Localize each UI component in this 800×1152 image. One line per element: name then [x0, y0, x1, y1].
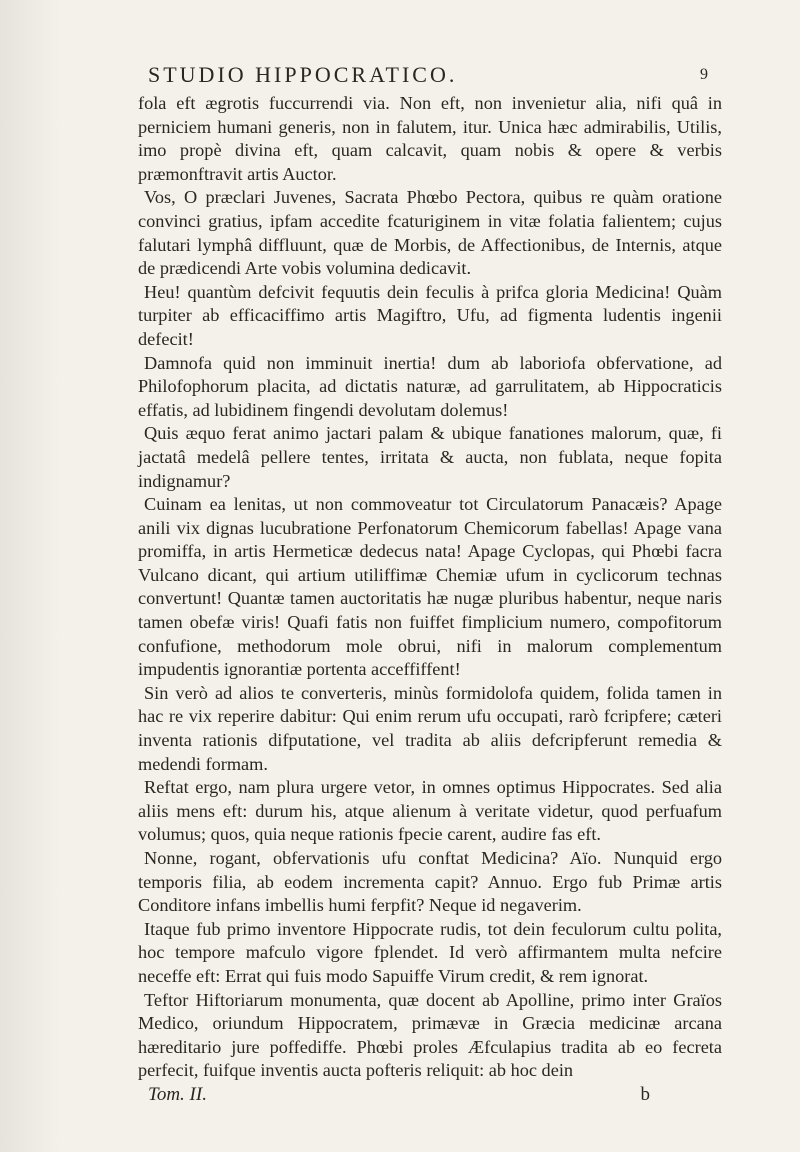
- paragraph-8: Reftat ergo, nam plura urgere vetor, in omnes optimus Hippocrates. Sed alia aliis mens eft: durum his, atque alienum à veritate videtur, quod perfuafum volumus; quos, quia neque rationis fpecie carent, audire fas eft.: [138, 777, 722, 845]
- signature-mark: b: [640, 1083, 650, 1105]
- page-footer: [138, 1083, 722, 1107]
- volume-label: Tom. II.: [148, 1083, 207, 1105]
- gutter-shadow: [0, 0, 60, 1152]
- paragraph-10: Itaque fub primo inventore Hippocrate rudis, tot dein feculorum cultu polita, hoc tempore mafculo vigore fplendet. Id verò affirmantem multa nefcire neceffe eft: Errat qui fuis modo Sapuiffe Virum credit, & rem ignorat.: [138, 918, 722, 986]
- paragraph-7: Sin verò ad alios te converteris, minùs formidolofa quidem, folida tamen in hac re vix reperire dabitur: Qui enim rerum ufu occupati, rarò fcripfere; cæteri inventa rationis difputatione, vel tradita ab aliis defcripferunt remedia & medendi formam.: [138, 682, 722, 774]
- paragraph-2: Vos, O præclari Juvenes, Sacrata Phœbo Pectora, quibus re quàm oratione convinci gratius, ipfam accedite fcaturiginem in vitæ folatia falientem; cujus falutari lymphâ diffluunt, quæ de Morbis, de Affectionibus, de Internis, atque de prædicendi Arte vobis volumina dedicavit.: [138, 187, 722, 279]
- paragraph-9: Nonne, rogant, obfervationis ufu conftat Medicina? Aïo. Nunquid ergo temporis filia, ab eodem incrementa capit? Annuo. Ergo fub Primæ artis Conditore infans imbellis humi ferpfit? Neque id negaverim.: [138, 848, 722, 916]
- page-number: 9: [700, 66, 708, 83]
- paragraph-4: Damnofa quid non imminuit inertia! dum ab laboriofa obfervatione, ad Philofophorum placita, ad dictatis naturæ, ad garrulitatem, ab Hippocraticis effatis, ad lubidinem fingendi devolutam dolemus!: [138, 352, 722, 420]
- paragraph-1: fola eft ægrotis fuccurrendi via. Non eft, non invenietur alia, nifi quâ in perniciem humani generis, non in falutem, itur. Unica hæc admirabilis, Utilis, imo propè divina eft, quam calcavit, quam nobis & opere & verbis præmonftravit artis Auctor.: [138, 93, 722, 184]
- running-title: STUDIO HIPPOCRATICO.: [148, 62, 458, 87]
- paragraph-6: Cuinam ea lenitas, ut non commoveatur tot Circulatorum Panacæis? Apage anili vix dignas lucubratione Perfonatorum Chemicorum fabellas! Apage vana promiffa, in artis Hermeticæ dedecus nata! Apage Cyclopas, qui Phœbi facra Vulcano dicant, qui artium utiliffimæ Chemiæ ufum in cyclicorum technas convertunt! Quantæ tamen auctoritatis hæ nugæ pluribus habentur, neque naris tamen obefæ viris! Quafi fatis non fuiffet fimplicium numero, compofitorum confufione, methodorum mole obrui, nifi in malorum complementum impudentis ignorantiæ portenta acceffiffent!: [138, 494, 722, 680]
- paragraph-11: Teftor Hiftoriarum monumenta, quæ docent ab Apolline, primo inter Graïos Medico, oriundum Hippocratem, primævæ in Græcia medicinæ arcana hæreditario jure poffediffe. Phœbi proles Æfculapius tradita ab eo fecreta perfecit, fuifque inventis aucta pofteris reliquit: ab hoc dein: [138, 989, 722, 1081]
- paragraph-5: Quis æquo ferat animo jactari palam & ubique fanationes malorum, quæ, fi jactatâ medelâ pellere tentes, irritata & aucta, non fublata, neque fopita indignamur?: [138, 423, 722, 491]
- paragraph-3: Heu! quantùm defcivit fequutis dein feculis à prifca gloria Medicina! Quàm turpiter ab efficaciffimo artis Magiftro, Ufu, ad figmenta ludentis ingenii defecit!: [138, 281, 722, 349]
- running-head: [138, 62, 722, 92]
- body-text: [138, 92, 722, 1083]
